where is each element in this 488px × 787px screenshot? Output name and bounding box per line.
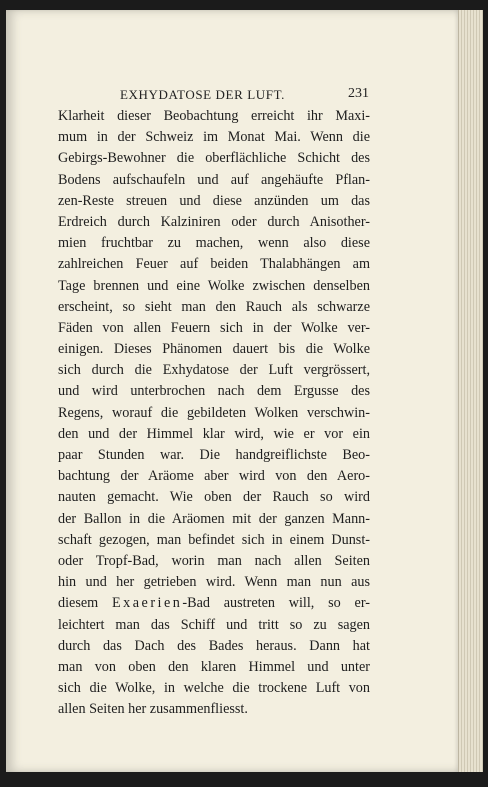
text-line: Erdreich durch Kalziniren oder durch Anisother- xyxy=(58,213,370,230)
text-line: und wird unterbrochen nach dem Ergusse des xyxy=(58,383,370,400)
page-edges xyxy=(458,10,483,772)
text-line: zen-Reste streuen und diese anzünden um das xyxy=(58,192,370,209)
page-number: 231 xyxy=(348,86,369,101)
text-line: mum in der Schweiz im Monat Mai. Wenn die xyxy=(58,129,370,146)
text-line: der Ballon in die Aräomen mit der ganzen Mann- xyxy=(58,510,370,527)
text-line: den und der Himmel klar wird, wie er vor ein xyxy=(58,425,370,442)
text-line: zahlreichen Feuer auf beiden Thalabhängen am xyxy=(58,256,370,273)
text-line-spaced xyxy=(58,593,370,614)
text-line: allen Seiten her zusammenfliesst. xyxy=(58,701,248,718)
text-line: Gebirgs-Bewohner die oberflächliche Schicht des xyxy=(58,150,370,167)
text-line: man von oben den klaren Himmel und unter xyxy=(58,658,370,675)
text-line-spaced-before: diesem xyxy=(58,595,112,612)
text-line: Fäden von allen Feuern sich in der Wolke ver- xyxy=(58,319,370,336)
text-line: Regens, worauf die gebildeten Wolken verschwin- xyxy=(58,404,370,421)
text-line: hin und her getrieben wird. Wenn man nun aus xyxy=(58,574,370,591)
text-line: mien fruchtbar zu machen, wenn also diese xyxy=(58,235,370,252)
text-line: schaft gezogen, man befindet sich in einem Dunst- xyxy=(58,531,370,548)
running-head: EXHYDATOSE DER LUFT. xyxy=(120,87,285,102)
text-line-spaced-after: -Bad austreten will, so er- xyxy=(182,595,370,612)
text-line: nauten gemacht. Wie oben der Rauch so wird xyxy=(58,489,370,506)
text-line: sich die Wolke, in welche die trockene Luft von xyxy=(58,680,370,697)
text-line: Klarheit dieser Beobachtung erreicht ihr Maxi- xyxy=(58,108,370,124)
text-line: erscheint, so sieht man den Rauch als schwarze xyxy=(58,298,370,315)
text-line: einigen. Dieses Phänomen dauert bis die Wolke xyxy=(58,341,370,358)
spaced-word: Exaerien xyxy=(111,595,183,612)
body-text xyxy=(58,106,370,720)
text-line: leichtert man das Schiff und tritt so zu sagen xyxy=(58,616,370,633)
text-line: durch das Dach des Bades heraus. Dann hat xyxy=(58,637,370,654)
text-line: bachtung der Aräome aber wird von den Aero- xyxy=(58,468,370,485)
text-line: Tage brennen und eine Wolke zwischen denselben xyxy=(58,277,370,294)
text-line: oder Tropf-Bad, worin man nach allen Seiten xyxy=(58,552,370,569)
text-line: sich durch die Exhydatose der Luft vergrössert, xyxy=(58,362,370,379)
text-line: Bodens aufschaufeln und auf angehäufte Pflan- xyxy=(58,171,370,188)
text-line: paar Stunden war. Die handgreiflichste Beo- xyxy=(58,447,370,463)
